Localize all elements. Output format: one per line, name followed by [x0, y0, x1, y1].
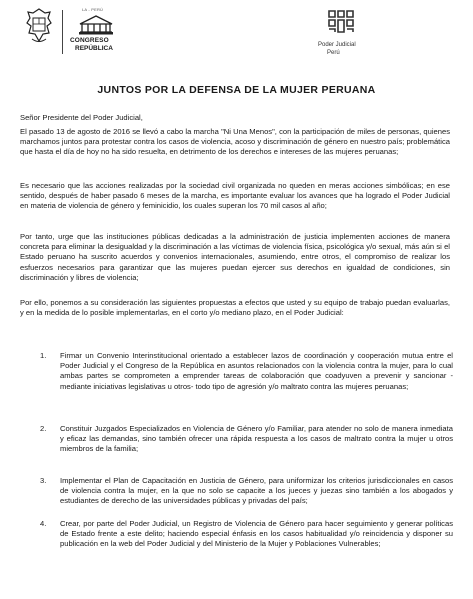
list-item: Crear, por parte del Poder Judicial, un Registro de Violencia de Género para hacer seguimiento y generar políticas de Estado frente a este delito; haciendo especial énfasis en los casos habitualidad y/o reincidencia y disponer su publicación en la web del Poder Judicial y del Ministerio de la Mujer y Poblaciones Vulnerables;	[60, 519, 453, 549]
salutation: Señor Presidente del Poder Judicial,	[20, 113, 143, 122]
congress-subtitle: REPÚBLICA	[75, 45, 113, 52]
list-item: Constituir Juzgados Especializados en Violencia de Género y/o Familiar, para atender no solo de manera inmediata y eficaz las demandas, sino también ofrecer una rápida respuesta a los casos de maltrato contra la mujer u otros miembros de la familia;	[60, 424, 453, 454]
poder-judicial-emblem-icon	[326, 8, 356, 34]
poder-judicial-name: Poder Judicial	[318, 42, 356, 48]
paragraph-3: Por tanto, urge que las instituciones públicas dedicadas a la administración de justicia implementen acciones de manera concreta para eliminar la desigualdad y la discriminación a las víctimas de violencia física, psicológica y/o sexual, más aún si el Estado peruano ha suscrito acuerdos y convenios internacionales, asumiendo, entre otros, el compromiso de realizar los esfuerzos necesarios para garantizar que las mujeres puedan ejercer sus derechos en igualdad de condiciones, sin discriminación y libres de violencia;	[20, 232, 450, 282]
paragraph-2: Es necesario que las acciones realizadas por la sociedad civil organizada no queden en meras acciones simbólicas; en ese sentido, después de haber pasado 6 meses de la marcha, es importante evaluar los avances que ha logrado el Poder Judicial en materia de violencia de género y feminicidio, los cuales superan los 70 mil casos al año;	[20, 181, 450, 211]
paragraph-4: Por ello, ponemos a su consideración las siguientes propuestas a efectos que usted y su equipo de trabajo puedan evaluarlas, y en la medida de lo posible implementarlas, en el corto y/o mediano plazo, en el Poder Judicial:	[20, 298, 450, 318]
congress-small-text: LA - PERÚ	[82, 7, 104, 12]
peru-coat-of-arms-icon	[22, 6, 56, 46]
poder-judicial-country: Perú	[327, 50, 340, 56]
paragraph-1: El pasado 13 de agosto de 2016 se llevó a cabo la marcha "Ni Una Menos", con la participación de miles de personas, quienes marchamos juntos para protestar contra los casos de violencia, acoso y discriminación de género en nuestro país; problemática que hasta el día de hoy no ha sido resuelta, en detrimento de los derechos e intereses de las mujeres peruanas;	[20, 127, 450, 157]
list-item: Implementar el Plan de Capacitación en Justicia de Género, para uniformizar los criterios jurisdiccionales en casos de violencia contra la mujer, en la que no solo se capacite a los jueces y juezas sino también a los abogados y estudiantes de derecho de las universidades públicas y privadas del país;	[60, 476, 453, 506]
congress-building-icon	[76, 14, 116, 36]
list-item: Firmar un Convenio Interinstitucional orientado a establecer lazos de coordinación y cooperación mutua entre el Poder Judicial y el Congreso de la República en asuntos relacionados con la violencia contra la mujer, para lo cual ambas partes se comprometen a emprender tareas de colaboración que coadyuven a prevenir y sancionar -mediante iniciativas legislativas u otros- todo tipo de agresión y/o maltrato contra las mujeres peruanas;	[60, 351, 453, 391]
list-item-number: 4.	[40, 519, 47, 528]
poder-judicial-logo	[318, 6, 378, 62]
document-title: JUNTOS POR LA DEFENSA DE LA MUJER PERUANA	[97, 84, 376, 96]
header-divider	[62, 10, 63, 54]
congress-name: CONGRESO	[70, 37, 109, 44]
list-item-number: 1.	[40, 351, 47, 360]
list-item-number: 2.	[40, 424, 47, 433]
congress-logo	[22, 6, 152, 58]
list-item-number: 3.	[40, 476, 47, 485]
